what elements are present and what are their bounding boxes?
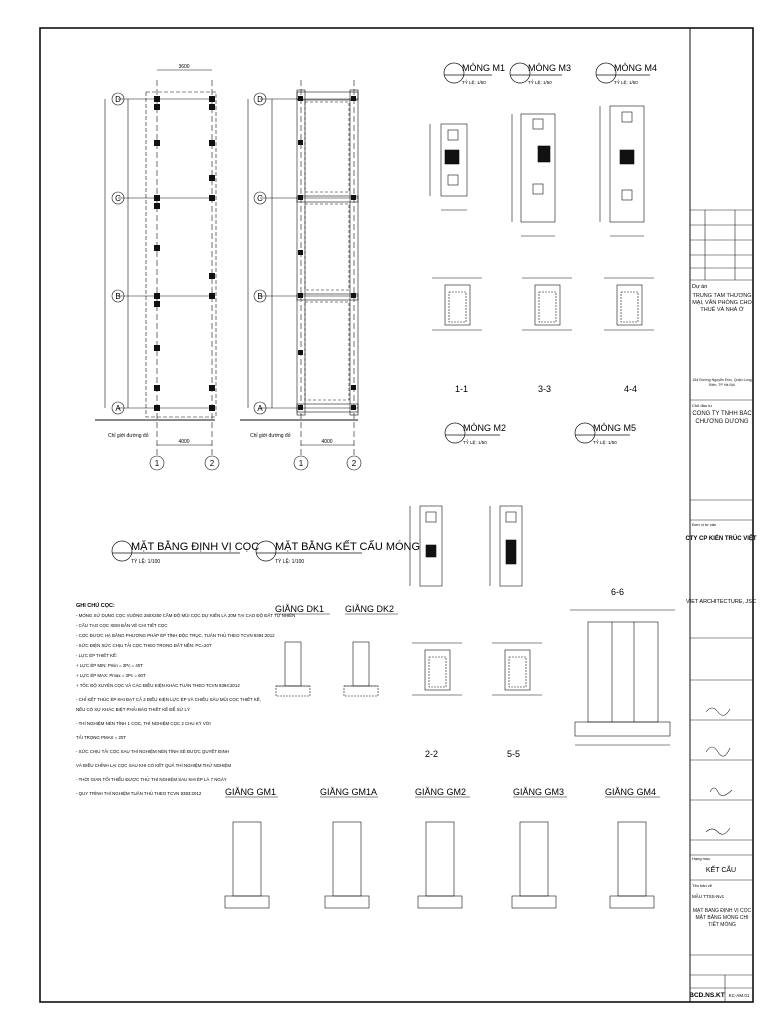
tb-consultant-en: VIET ARCHITECTURE, JSC <box>686 599 756 605</box>
pile-boundary-label: Chỉ giới đường đỏ <box>108 433 149 439</box>
m3-scale: TỶ LỆ: 1/50 <box>528 80 552 85</box>
found-axis-d: D <box>257 95 263 104</box>
note-line: VÀ ĐIỀU CHỈNH LẠI CỌC SAU KHI CÓ KẾT QUẢ THÍ NGHIỆM THỬ NGHIỆM <box>76 763 232 768</box>
note-line: - CẤU TẠO CỌC XEM BẢN VẼ CHI TIẾT CỌC <box>76 623 168 628</box>
tb-address-wrap <box>692 378 752 396</box>
tb-owner-label: Chủ đầu tư <box>692 403 713 408</box>
note-line: - SỨC ĐIỆN SỨC CHỊU TẢI CỌC THEO TRONG ĐẤT NỀN: PC=20T <box>76 643 212 648</box>
tb-sheet-no: KC-AM.01 <box>728 993 750 998</box>
beam-gm1-title: GIẰNG GM1 <box>225 787 277 797</box>
note-line: - SỨC CHỊU TẢI CỌC SAU THÍ NGHIỆM NÉN TĨNH SẼ ĐƯỢC QUYẾT ĐỊNH <box>76 749 229 754</box>
pile-layout-plan <box>95 70 219 470</box>
beam-dk1-title: GIẰNG DK1 <box>275 604 325 614</box>
section-6-6: 6-6 <box>611 587 625 597</box>
beam-details <box>225 642 657 908</box>
tb-drawing-no: BCD.NS.KT <box>689 992 725 999</box>
pile-plan-title <box>112 540 259 565</box>
tb-project-label: Dự án <box>692 284 708 290</box>
found-axis-c: C <box>257 194 263 203</box>
pile-axis-d: D <box>115 95 121 104</box>
note-line: - THỜI GIAN TỐI THIỂU ĐƯỢC THỬ THÍ NGHIỆM SAU KHI ÉP LÀ 7 NGÀY <box>76 777 227 782</box>
pile-cap-details <box>410 106 644 586</box>
tb-address: 184 Đường Nguyễn Đức, Quận Long Biên, TP Hà Nội <box>692 378 752 387</box>
tb-section-label: Hạng mục <box>692 856 711 861</box>
pile-dim-bottom: 4000 <box>178 439 190 445</box>
tb-consultant-label: Đơn vị tư vấn <box>692 522 717 527</box>
note-line: + LỰC ÉP MIN: Pmin = 2Pc = 40T <box>76 663 143 668</box>
cap-sections <box>412 278 654 695</box>
m4-scale: TỶ LỆ: 1/50 <box>614 80 638 85</box>
pile-plan-scale: TỶ LỆ: 1/100 <box>131 559 161 565</box>
found-axis-2: 2 <box>351 459 357 468</box>
tb-owner-wrap <box>692 410 752 436</box>
note-line: - LỰC ÉP THIẾT KẾ: <box>76 653 118 658</box>
tb-section: KẾT CẤU <box>705 867 737 874</box>
note-line: + LỰC ÉP MAX: Pmax = 3Pc = 60T <box>76 673 146 678</box>
pile-axis-1: 1 <box>154 459 160 468</box>
tb-consultant: CTY CP KIẾN TRÚC VIỆT <box>685 536 757 542</box>
found-plan-scale: TỶ LỆ: 1/100 <box>275 559 305 565</box>
beam-gm4-title: GIẰNG GM4 <box>605 787 657 797</box>
beam-gm1a-title: GIẰNG GM1A <box>320 787 378 797</box>
found-plan-title <box>256 540 420 565</box>
m1-scale: TỶ LỆ: 1/50 <box>462 80 486 85</box>
tb-project-wrap <box>692 293 752 333</box>
beam-gm2-title: GIẰNG GM2 <box>415 787 467 797</box>
m5-scale: TỶ LỆ: 1/50 <box>593 440 617 445</box>
m1-title: MÓNG M1 <box>462 63 506 73</box>
m2-title: MÓNG M2 <box>463 423 507 433</box>
section-2-2: 2-2 <box>425 749 439 759</box>
tb-drawing-label: Tên bản vẽ <box>692 883 713 888</box>
note-line: TẢI TRỌNG PMAX = 20T <box>76 735 127 740</box>
tb-drawing-title-wrap <box>692 908 752 944</box>
note-line: - QUY TRÌNH THÍ NGHIỆM TUÂN THỦ THEO TCVN 9393:2012 <box>76 791 202 796</box>
found-axis-a: A <box>257 404 263 413</box>
notes-title: GHI CHÚ CỌC: <box>76 603 115 609</box>
m3-title: MÓNG M3 <box>528 63 572 73</box>
note-line: - CỌC ĐƯỢC HẠ BẰNG PHƯƠNG PHÁP ÉP TĨNH ĐỘC TRỤC, TUÂN THỦ THEO TCVN 9394:2012 <box>76 633 275 638</box>
found-axis-b: B <box>257 292 263 301</box>
section-1-1: 1-1 <box>455 384 469 394</box>
note-line: NẾU CÓ SỰ KHÁC BIỆT PHẢI BÁO THIẾT KẾ ĐỂ XỬ LÝ <box>76 707 190 712</box>
foundation-title-m2 <box>445 423 506 445</box>
section-4-4: 4-4 <box>624 384 638 394</box>
tb-owner: CÔNG TY TNHH BẮC CHƯƠNG DƯƠNG <box>692 411 752 425</box>
found-boundary-label: Chỉ giới đường đỏ <box>250 433 291 439</box>
tb-project: TRUNG TÂM THƯƠNG MẠI, VĂN PHÒNG CHO THUÊ VÀ NHÀ Ở <box>692 293 752 313</box>
found-plan-title-text: MẶT BẰNG KẾT CẤU MÓNG <box>275 541 421 553</box>
beam-gm3-title: GIẰNG GM3 <box>513 787 565 797</box>
pile-plan-title-text: MẶT BẰNG ĐỊNH VỊ CỌC <box>131 541 260 553</box>
foundation-title-m5 <box>575 423 636 445</box>
beam-dk2-title: GIẰNG DK2 <box>345 604 395 614</box>
section-5-5: 5-5 <box>507 749 521 759</box>
found-dim-bottom: 4000 <box>321 439 333 445</box>
foundation-title-m1 <box>444 63 505 85</box>
m5-title: MÓNG M5 <box>593 423 637 433</box>
m4-title: MÓNG M4 <box>614 63 658 73</box>
pile-notes <box>76 602 295 796</box>
m2-scale: TỶ LỆ: 1/50 <box>463 440 487 445</box>
note-line: - CHỈ KẾT THÚC ÉP KHI ĐẠT CẢ 2 ĐIỀU KIỆN LỰC ÉP VÀ CHIỀU SÂU MŨI CỌC THIẾT KẾ, <box>76 697 261 702</box>
tb-unit: MẪU TTSS-Nv1 <box>692 894 725 899</box>
foundation-title-m4 <box>596 63 657 85</box>
pile-axis-a: A <box>115 404 121 413</box>
note-line: + TỐC ĐỘ XUYÊN CỌC VÀ CÁC ĐIỀU KIỆN KHÁC TUÂN THEO TCVN 9394:2012 <box>76 683 240 688</box>
section-3-3: 3-3 <box>538 384 552 394</box>
tb-drawing-title: MẶT BẰNG ĐỊNH VỊ CỌC MẶT BẰNG MÓNG CHI TIẾT MÓNG <box>692 908 752 928</box>
note-line: - MÓNG SỬ DỤNG CỌC VUÔNG 250X250 CẮM ĐỘ MŨI CỌC DỰ KIẾN LÀ 20M TẠI CAO ĐỘ ĐẤT TỰ NHIÊN <box>76 613 296 618</box>
pile-dim-top: 3600 <box>178 64 190 70</box>
section-6-6-detail <box>570 610 675 745</box>
foundation-title-m3 <box>510 63 571 85</box>
found-axis-1: 1 <box>298 459 304 468</box>
pile-axis-c: C <box>115 194 121 203</box>
pile-axis-2: 2 <box>209 459 215 468</box>
note-line: - THÍ NGHIỆM NÉN TĨNH 1 CỌC, THÍ NGHIỆM CỌC 2 CHU KỲ VỚI <box>76 721 211 726</box>
pile-axis-b: B <box>115 292 121 301</box>
